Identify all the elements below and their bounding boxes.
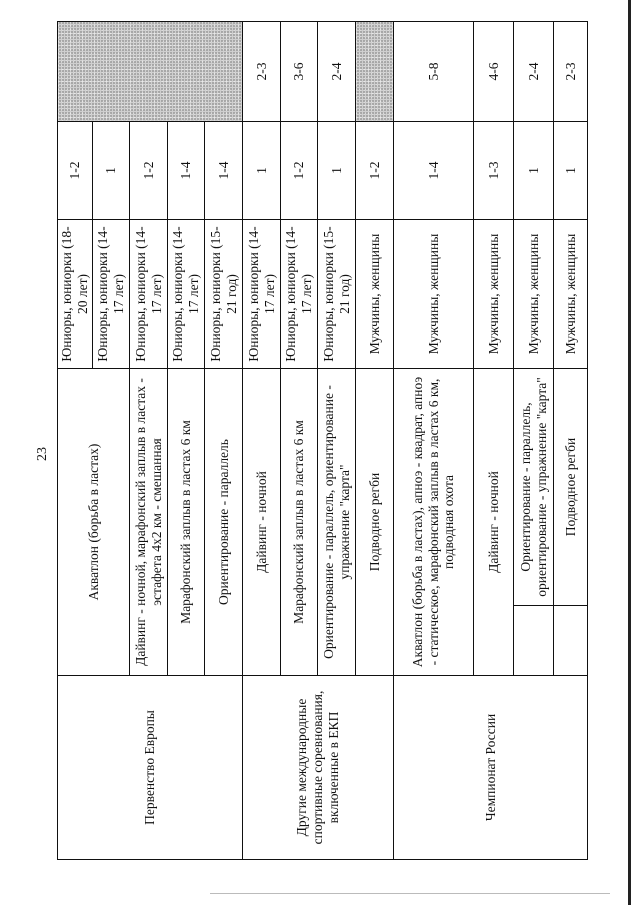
participants-cell: Юниоры, юниорки (18-20 лет) <box>58 219 93 368</box>
shaded-cell <box>58 21 243 121</box>
count-cell: 3-6 <box>281 21 318 121</box>
team-cell: 1-2 <box>281 121 318 219</box>
participants-cell: Юниоры, юниорки (15-21 год) <box>318 219 356 368</box>
competition-cell: Первенство Европы <box>58 676 243 860</box>
discipline-cell: Ориентирование - параллель <box>205 368 243 675</box>
discipline-cell: Ориентирование - параллель, ориентирование - упражнение "карта" <box>318 368 356 675</box>
participants-cell: Юниоры, юниорки (14-17 лет) <box>130 219 168 368</box>
discipline-cell: Подводное регби <box>356 368 394 675</box>
discipline-cell: Дайвинг - ночной, марафонский заплыв в ластах - эстафета 4х2 км - смешанная <box>130 368 168 675</box>
competition-cell: Другие международные спортивные соревнования, включенные в ЕКП <box>243 676 394 860</box>
discipline-cell: Акватлон (борьба в ластах), апноэ - квадрат, апноэ - статическое, марафонский заплыв в ластах 6 км, подводная охота <box>394 368 474 675</box>
discipline-cell: Акватлон (борьба в ластах) <box>58 368 130 675</box>
competition-cell: Чемпионат России <box>394 676 588 860</box>
team-cell: 1-2 <box>58 121 93 219</box>
participants-cell: Мужчины, женщины <box>356 219 394 368</box>
count-cell: 2-4 <box>514 21 554 121</box>
team-cell: 1-2 <box>356 121 394 219</box>
participants-cell: Юниоры, юниорки (14-17 лет) <box>281 219 318 368</box>
participants-cell: Мужчины, женщины <box>474 219 514 368</box>
table-row <box>58 21 93 859</box>
discipline-cell: Подводное регби <box>554 368 588 605</box>
team-cell: 1 <box>318 121 356 219</box>
empty-cell <box>554 606 588 676</box>
count-cell: 4-6 <box>474 21 514 121</box>
scan-bottom-rule <box>210 893 610 894</box>
participants-cell: Юниоры, юниорки (14-17 лет) <box>243 219 281 368</box>
table-row <box>243 21 281 859</box>
count-cell: 5-8 <box>394 21 474 121</box>
participants-cell: Юниоры, юниорки (14-17 лет) <box>93 219 130 368</box>
team-cell: 1-4 <box>168 121 205 219</box>
participants-cell: Мужчины, женщины <box>394 219 474 368</box>
discipline-cell: Марафонский заплыв в ластах 6 км <box>168 368 205 675</box>
team-cell: 1-3 <box>474 121 514 219</box>
table-row <box>394 21 474 859</box>
sports-competition-table <box>57 21 588 860</box>
team-cell: 1-2 <box>130 121 168 219</box>
participants-cell: Юниоры, юниорки (15-21 год) <box>205 219 243 368</box>
team-cell: 1-4 <box>205 121 243 219</box>
discipline-cell: Марафонский заплыв в ластах 6 км <box>281 368 318 675</box>
scan-edge <box>628 0 631 905</box>
count-cell: 2-3 <box>243 21 281 121</box>
discipline-cell: Дайвинг - ночной <box>243 368 281 675</box>
team-cell: 1 <box>514 121 554 219</box>
count-cell: 2-3 <box>554 21 588 121</box>
discipline-cell: Дайвинг - ночной <box>474 368 514 675</box>
team-cell: 1 <box>243 121 281 219</box>
team-cell: 1 <box>93 121 130 219</box>
rotated-table-wrapper <box>57 22 578 860</box>
team-cell: 1-4 <box>394 121 474 219</box>
participants-cell: Юниоры, юниорки (14-17 лет) <box>168 219 205 368</box>
discipline-cell: Ориентирование - параллель, ориентирование - упражнение "карта" <box>514 368 554 605</box>
page-number: 23 <box>35 447 50 461</box>
empty-cell <box>514 606 554 676</box>
participants-cell: Мужчины, женщины <box>514 219 554 368</box>
participants-cell: Мужчины, женщины <box>554 219 588 368</box>
shaded-cell <box>356 21 394 121</box>
team-cell: 1 <box>554 121 588 219</box>
count-cell: 2-4 <box>318 21 356 121</box>
